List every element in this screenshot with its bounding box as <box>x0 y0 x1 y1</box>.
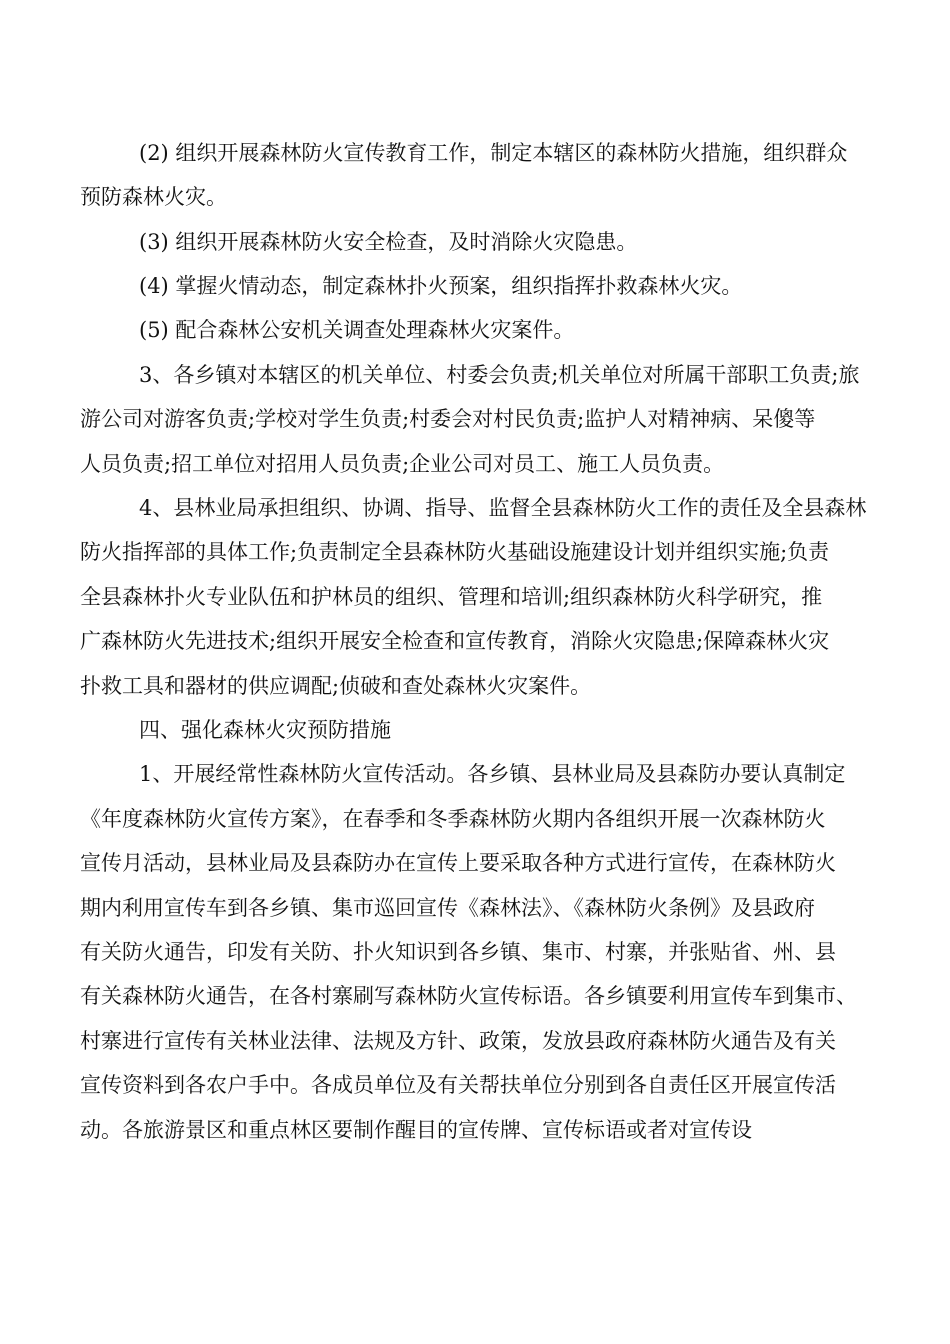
text-line: 人员负责;招工单位对招用人员负责;企业公司对员工、施工人员负责。 <box>80 452 725 476</box>
text-line: 3、各乡镇对本辖区的机关单位、村委会负责;机关单位对所属干部职工负责;旅 <box>139 363 860 387</box>
text-line: (2) 组织开展森林防火宣传教育工作，制定本辖区的森林防火措施，组织群众 <box>139 141 848 165</box>
text-line: 村寨进行宣传有关林业法律、法规及方针、政策，发放县政府森林防火通告及有关 <box>80 1029 836 1053</box>
text-line: (3) 组织开展森林防火安全检查，及时消除火灾隐患。 <box>139 230 638 254</box>
text-line: 扑救工具和器材的供应调配;侦破和查处森林火灾案件。 <box>80 674 592 698</box>
text-line: 广森林防火先进技术;组织开展安全检查和宣传教育，消除火灾隐患;保障森林火灾 <box>80 629 830 653</box>
text-line: 宣传月活动，县林业局及县森防办在宣传上要采取各种方式进行宣传，在森林防火 <box>80 851 836 875</box>
text-line: 期内利用宣传车到各乡镇、集市巡回宣传《森林法》、《森林防火条例》及县政府 <box>80 896 815 920</box>
text-line: 动。各旅游景区和重点林区要制作醒目的宣传牌、宣传标语或者对宣传设 <box>80 1118 752 1142</box>
text-line: 游公司对游客负责;学校对学生负责;村委会对村民负责;监护人对精神病、呆傻等 <box>80 407 816 431</box>
section-heading: 四、强化森林火灾预防措施 <box>139 718 391 742</box>
text-line: 4、县林业局承担组织、协调、指导、监督全县森林防火工作的责任及全县森林 <box>139 496 867 520</box>
text-line: 《年度森林防火宣传方案》，在春季和冬季森林防火期内各组织开展一次森林防火 <box>80 807 826 831</box>
text-line: (5) 配合森林公安机关调查处理森林火灾案件。 <box>139 318 575 342</box>
text-line: 防火指挥部的具体工作;负责制定全县森林防火基础设施建设计划并组织实施;负责 <box>80 540 830 564</box>
text-line: 全县森林扑火专业队伍和护林员的组织、管理和培训;组织森林防火科学研究，推 <box>80 585 823 609</box>
text-line: 有关防火通告，印发有关防、扑火知识到各乡镇、集市、村寨，并张贴省、州、县 <box>80 940 836 964</box>
text-line: 1、开展经常性森林防火宣传活动。各乡镇、县林业局及县森防办要认真制定 <box>139 762 846 786</box>
text-line: 预防森林火灾。 <box>80 185 227 209</box>
text-line: (4) 掌握火情动态，制定森林扑火预案，组织指挥扑救森林火灾。 <box>139 274 743 298</box>
text-line: 宣传资料到各农户手中。各成员单位及有关帮扶单位分别到各自责任区开展宣传活 <box>80 1073 836 1097</box>
text-line: 有关森林防火通告，在各村寨刷写森林防火宣传标语。各乡镇要利用宣传车到集市、 <box>80 984 857 1008</box>
